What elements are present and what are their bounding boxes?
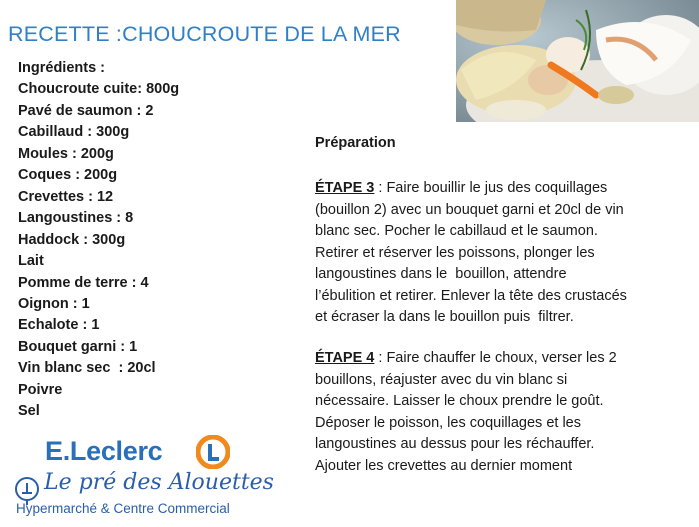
step-3 (315, 178, 695, 329)
ingredient-item: Cabillaud : 300g (18, 124, 130, 141)
ingredient-item: Echalote : 1 (18, 317, 100, 334)
store-name: Le pré des Alouettes (44, 470, 274, 495)
ingredient-item: Oignon : 1 (18, 295, 90, 312)
step-3-line: (bouillon 2) avec un bouquet garni et 20cl de vin (315, 201, 624, 218)
ingredients-list (18, 58, 278, 423)
ingredient-item: Lait (18, 253, 44, 270)
step-3-text: : Faire bouillir le jus des coquillages (374, 180, 608, 196)
ingredient-item: Pomme de terre : 4 (18, 274, 149, 291)
step-3-line: langoustines dans le bouillon, attendre (315, 266, 567, 282)
ingredient-item: Vin blanc sec : 20cl (18, 360, 156, 377)
ingredient-item: Moules : 200g (18, 145, 114, 162)
store-subtitle: Hypermarché & Centre Commercial (16, 501, 230, 516)
ingredient-item: Poivre (18, 381, 63, 398)
step-4-line: Ajouter les crevettes au dernier moment (315, 457, 573, 474)
preparation-heading: Préparation (315, 135, 396, 151)
step-3-line (315, 178, 695, 200)
recipe-title: RECETTE :CHOUCROUTE DE LA MER (8, 22, 401, 46)
leclerc-mark-icon (196, 435, 230, 469)
step-4-label: ÉTAPE 4 (315, 350, 375, 366)
step-4-line: Déposer le poisson, les coquillages et les (315, 414, 581, 431)
ingredient-item: Langoustines : 8 (18, 210, 134, 227)
ingredient-item: Sel (18, 403, 40, 420)
ingredient-item: Crevettes : 12 (18, 188, 114, 205)
step-3-line: Retirer et réserver les poissons, plonger les (315, 244, 595, 261)
dish-photo (456, 0, 699, 122)
step-3-line: blanc sec. Pocher le cabillaud et le saumon. (315, 223, 598, 239)
ingredients-heading: Ingrédients : (18, 60, 106, 76)
ingredient-item: Choucroute cuite: 800g (18, 81, 180, 98)
step-3-line: et écraser la dans le bouillon puis filtrer. (315, 309, 574, 325)
store-logo (10, 432, 274, 524)
step-4 (315, 348, 695, 477)
step-4-line: langoustines au dessus pour les réchauffer. (315, 436, 595, 452)
step-4-text: : Faire chauffer le choux, verser les 2 (374, 350, 617, 366)
leclerc-brand: E.Leclerc (45, 436, 163, 466)
step-4-line (315, 348, 695, 370)
ingredient-item: Haddock : 300g (18, 231, 126, 248)
ingredient-item: Coques : 200g (18, 167, 118, 184)
ingredient-item: Pavé de saumon : 2 (18, 102, 154, 119)
step-3-line: l’ébulition et retirer. Enlever la tête des crustacés (315, 287, 627, 304)
step-3-label: ÉTAPE 3 (315, 180, 375, 196)
step-4-line: nécessaire. Laisser le choux prendre le goût. (315, 393, 604, 409)
step-4-line: bouillons, réajuster avec du vin blanc si (315, 371, 568, 388)
ingredient-item: Bouquet garni : 1 (18, 338, 138, 355)
